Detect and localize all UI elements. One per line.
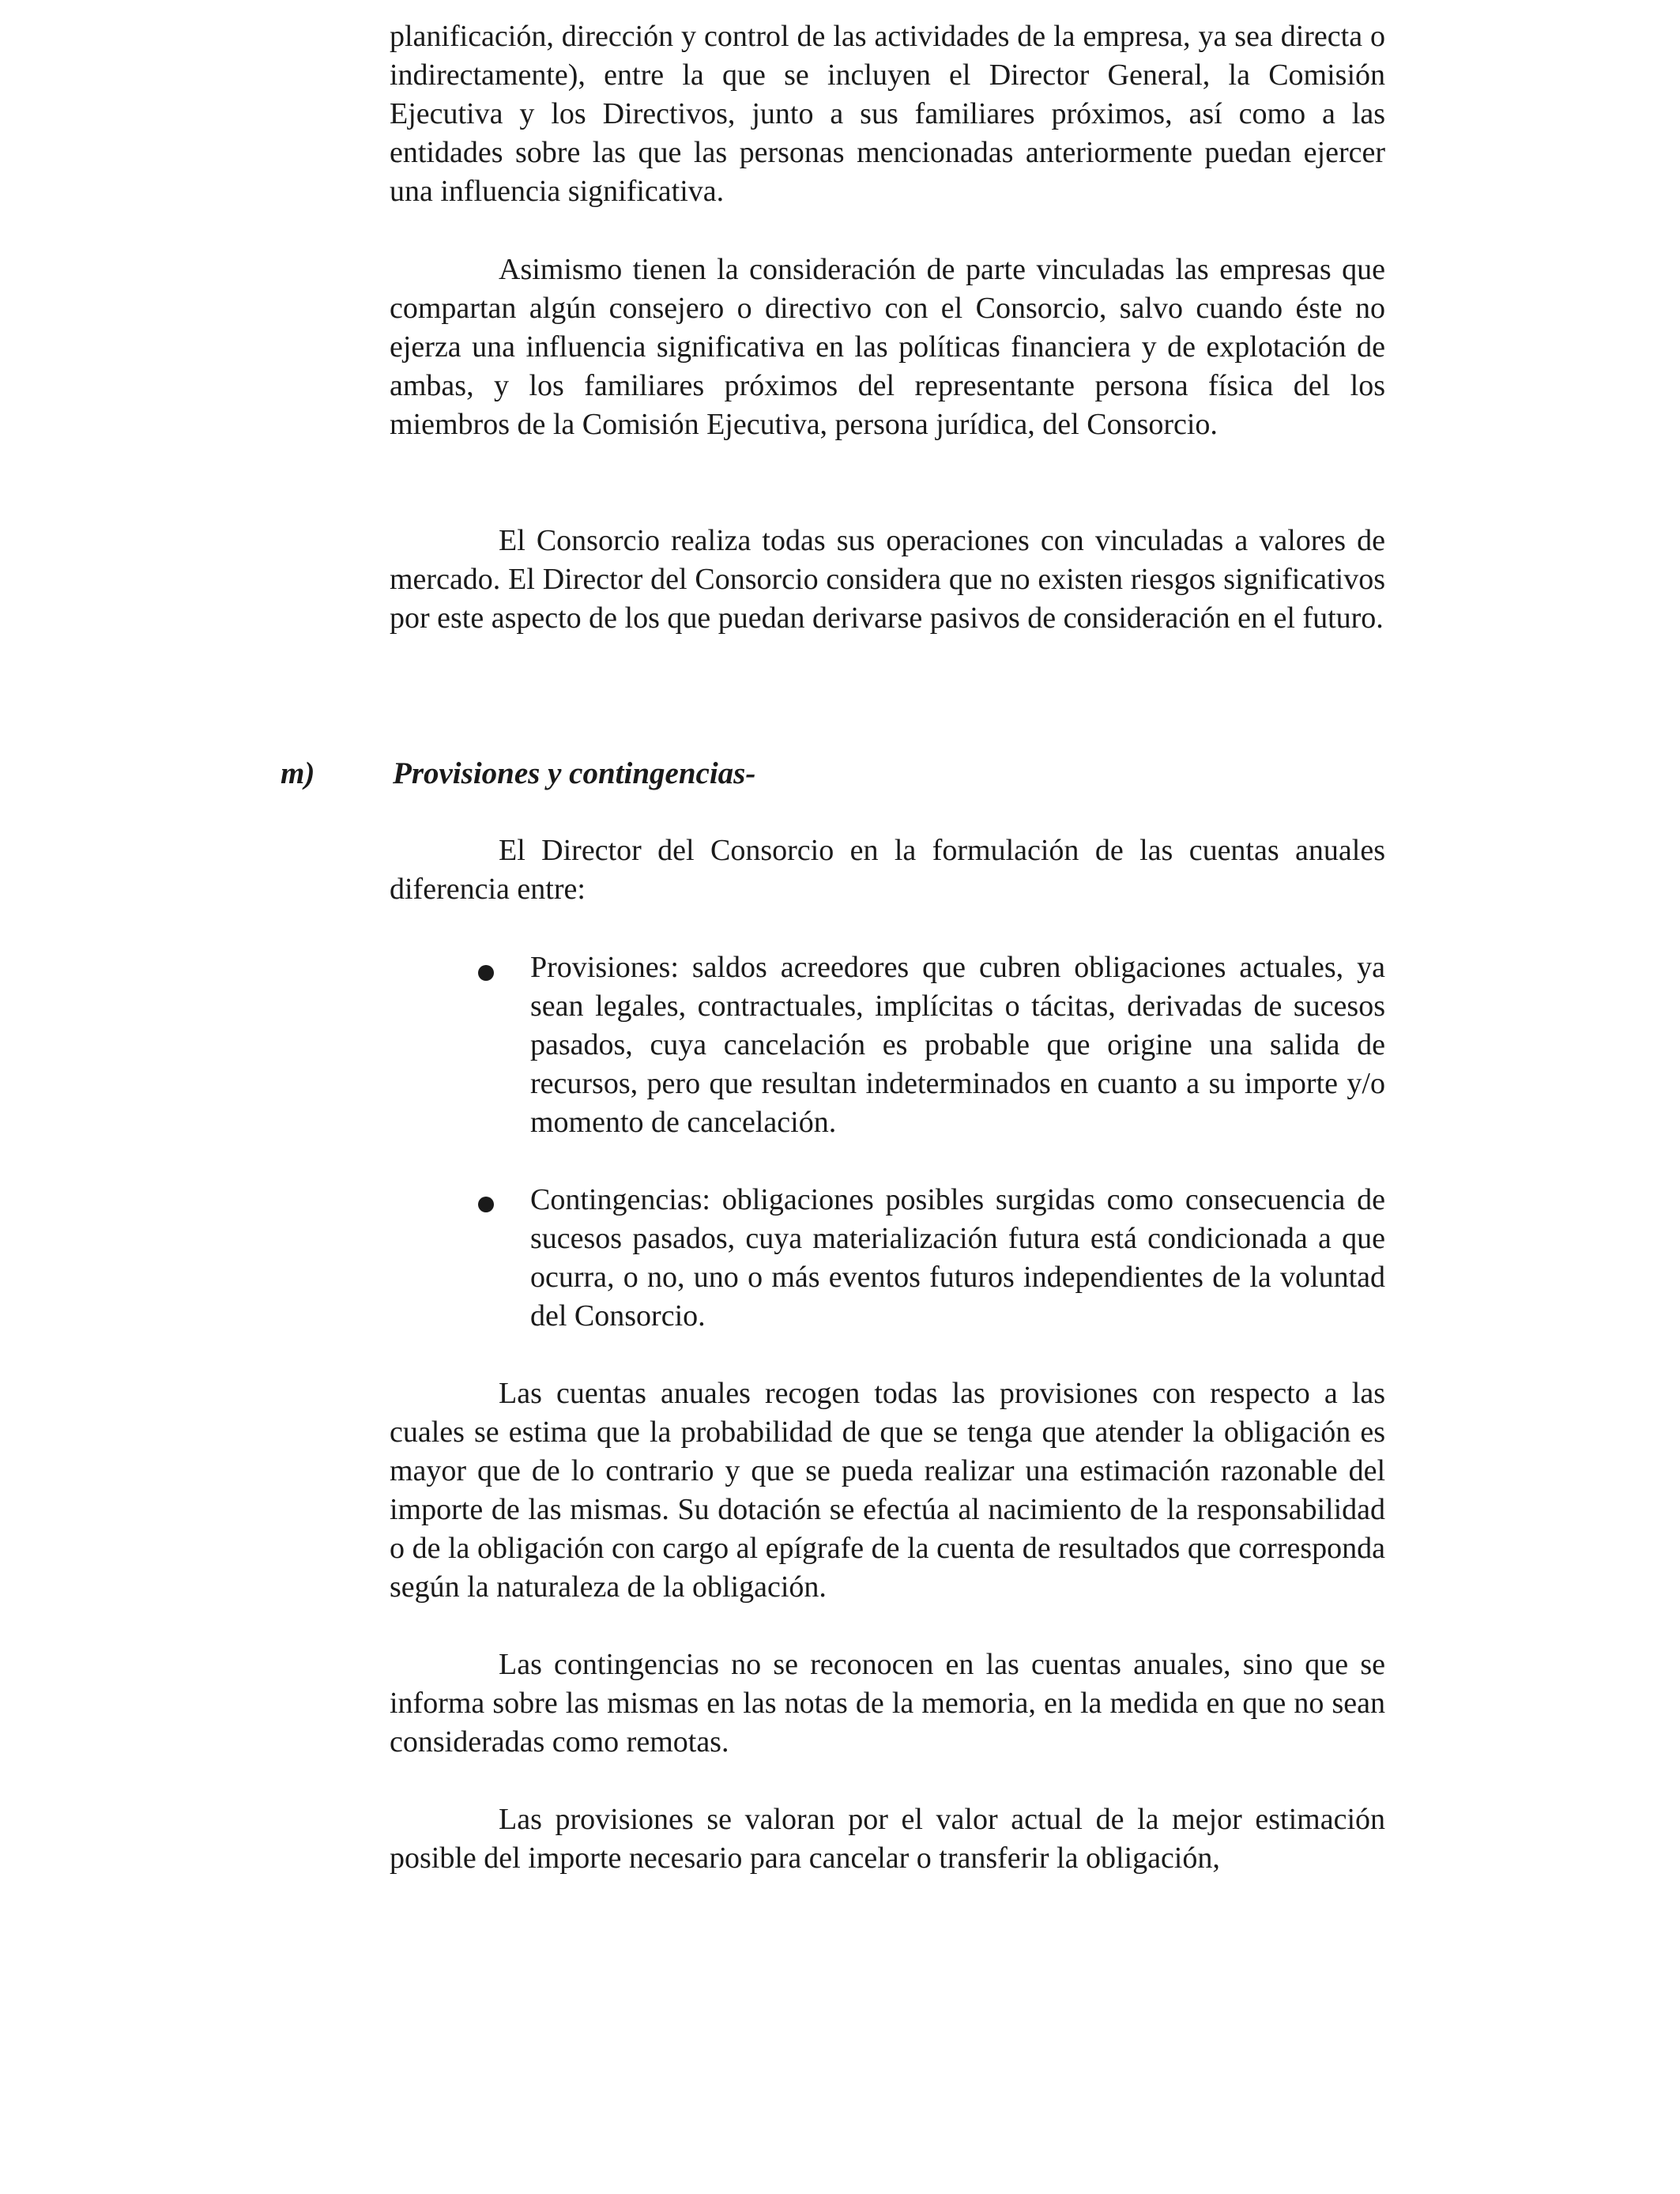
paragraph-intro: El Director del Consorcio en la formulación de las cuentas anuales diferencia entre: bbox=[390, 834, 1385, 906]
paragraph-related-companies: Asimismo tienen la consideración de parte vinculadas las empresas que compartan algún consejero o directivo con el Consorcio, salvo cuando éste no ejerza una influencia significativa en las políticas financiera y de explotación de ambas, y los familiares próximos del representante persona física del los miembros de la Comisión Ejecutiva, persona jurídica, del Consorcio. bbox=[390, 253, 1385, 441]
list-item-provisiones: Provisiones: saldos acreedores que cubren obligaciones actuales, ya sean legales, contractuales, implícitas o tácitas, derivadas de sucesos pasados, cuya cancelación es probable que origine una salida de recursos, pero que resultan indeterminados en cuanto a su importe y/o momento de cancelación. bbox=[530, 951, 1385, 1139]
bullet-icon bbox=[478, 1197, 494, 1212]
list-item-contingencias: Contingencias: obligaciones posibles surgidas como consecuencia de sucesos pasados, cuya materialización futura está condicionada a que ocurra, o no, uno o más eventos futuros independientes de la voluntad del Consorcio. bbox=[530, 1183, 1385, 1333]
paragraph-contingencies-disclosure: Las contingencias no se reconocen en las cuentas anuales, sino que se informa sobre las mismas en las notas de la memoria, en la medida en que no sean consideradas como remotas. bbox=[390, 1648, 1385, 1759]
section-letter: m) bbox=[281, 756, 315, 790]
paragraph-provisions-recognition: Las cuentas anuales recogen todas las provisiones con respecto a las cuales se estima que la probabilidad de que se tenga que atender la obligación es mayor que de lo contrario y que se pueda realizar una estimación razonable del importe de las mismas. Su dotación se efectúa al nacimiento de la responsabilidad o de la obligación con cargo al epígrafe de la cuenta de resultados que corresponda según la naturaleza de la obligación. bbox=[390, 1377, 1385, 1604]
paragraph-provisions-valuation: Las provisiones se valoran por el valor actual de la mejor estimación posible del importe necesario para cancelar o transferir la obligación, bbox=[390, 1803, 1385, 1875]
paragraph-related-parties-continued: planificación, dirección y control de las actividades de la empresa, ya sea directa o indirectamente), entre la que se incluyen el Director General, la Comisión Ejecutiva y los Directivos, junto a sus familiares próximos, así como a las entidades sobre las que las personas mencionadas anteriormente puedan ejercer una influencia significativa. bbox=[390, 20, 1385, 208]
paragraph-market-values: El Consorcio realiza todas sus operaciones con vinculadas a valores de mercado. El Director del Consorcio considera que no existen riesgos significativos por este aspecto de los que puedan derivarse pasivos de consideración en el futuro. bbox=[390, 524, 1385, 635]
bullet-icon bbox=[478, 965, 494, 981]
section-title: Provisiones y contingencias- bbox=[393, 756, 756, 790]
